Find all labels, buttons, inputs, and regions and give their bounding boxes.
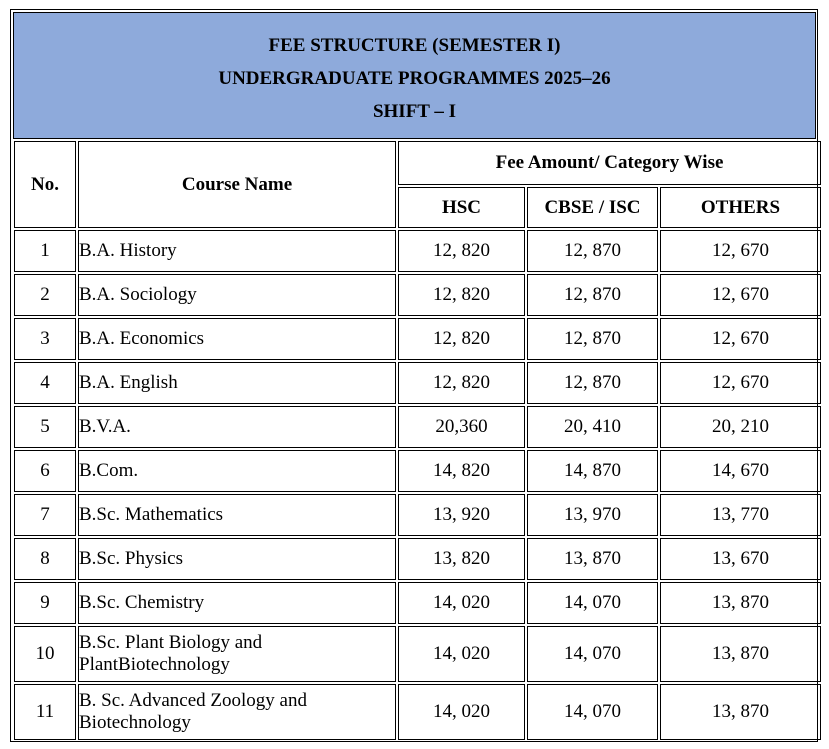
fee-hsc: 14, 020	[398, 582, 525, 624]
row-number: 10	[14, 626, 76, 682]
fee-others: 13, 870	[660, 684, 821, 740]
row-number: 6	[14, 450, 76, 492]
fee-cbse: 13, 970	[527, 494, 658, 536]
fee-others: 13, 770	[660, 494, 821, 536]
row-number: 2	[14, 274, 76, 316]
course-name: B.A. Sociology	[78, 274, 396, 316]
course-name: B.Sc. Physics	[78, 538, 396, 580]
course-name-line-1: B.Sc. Plant Biology and	[79, 632, 263, 653]
table-row	[14, 582, 821, 624]
fee-hsc: 12, 820	[398, 318, 525, 360]
table-row	[14, 318, 821, 360]
fee-cbse: 12, 870	[527, 362, 658, 404]
fee-others: 12, 670	[660, 318, 821, 360]
fee-hsc: 20,360	[398, 406, 525, 448]
table-row	[14, 538, 821, 580]
course-name: B.V.A.	[78, 406, 396, 448]
fee-hsc: 14, 020	[398, 626, 525, 682]
header-no: No.	[14, 141, 76, 228]
fee-others: 14, 670	[660, 450, 821, 492]
fee-cbse: 14, 070	[527, 684, 658, 740]
table-row	[14, 230, 821, 272]
header-cbse-isc: CBSE / ISC	[527, 187, 658, 228]
fee-cbse: 12, 870	[527, 230, 658, 272]
course-name: B.Sc. Mathematics	[78, 494, 396, 536]
row-number: 11	[14, 684, 76, 740]
course-name: B.A. History	[78, 230, 396, 272]
table-row	[14, 362, 821, 404]
table-row	[14, 406, 821, 448]
course-name	[78, 684, 396, 740]
title-line-1: FEE STRUCTURE (SEMESTER I)	[268, 35, 561, 56]
header-others: OTHERS	[660, 187, 821, 228]
fee-hsc: 14, 820	[398, 450, 525, 492]
fee-cbse: 13, 870	[527, 538, 658, 580]
title-line-3: SHIFT – I	[372, 101, 457, 122]
course-name	[78, 626, 396, 682]
row-number: 3	[14, 318, 76, 360]
course-name-line-1: B. Sc. Advanced Zoology and	[79, 690, 307, 711]
row-number: 5	[14, 406, 76, 448]
table-row	[14, 274, 821, 316]
course-name: B.A. Economics	[78, 318, 396, 360]
fee-others: 13, 870	[660, 582, 821, 624]
header-hsc: HSC	[398, 187, 525, 228]
fee-hsc: 12, 820	[398, 362, 525, 404]
row-number: 9	[14, 582, 76, 624]
course-name: B.Com.	[78, 450, 396, 492]
course-name-line-2: PlantBiotechnology	[79, 654, 230, 675]
fee-hsc: 12, 820	[398, 274, 525, 316]
course-name: B.A. English	[78, 362, 396, 404]
fee-others: 20, 210	[660, 406, 821, 448]
fee-cbse: 12, 870	[527, 318, 658, 360]
fee-others: 12, 670	[660, 274, 821, 316]
course-name: B.Sc. Chemistry	[78, 582, 396, 624]
fee-hsc: 13, 920	[398, 494, 525, 536]
fee-hsc: 13, 820	[398, 538, 525, 580]
fee-others: 12, 670	[660, 230, 821, 272]
table-row	[14, 684, 821, 740]
table-row	[14, 626, 821, 682]
fee-others: 12, 670	[660, 362, 821, 404]
fee-table	[12, 139, 823, 742]
row-number: 1	[14, 230, 76, 272]
course-name-line-2: Biotechnology	[79, 712, 191, 733]
fee-cbse: 14, 070	[527, 626, 658, 682]
fee-cbse: 20, 410	[527, 406, 658, 448]
row-number: 7	[14, 494, 76, 536]
title-banner	[13, 12, 816, 139]
header-course-name: Course Name	[78, 141, 396, 228]
header-fee-category: Fee Amount/ Category Wise	[398, 141, 821, 185]
fee-cbse: 14, 070	[527, 582, 658, 624]
title-line-2: UNDERGRADUATE PROGRAMMES 2025–26	[218, 68, 611, 89]
fee-cbse: 12, 870	[527, 274, 658, 316]
fee-others: 13, 670	[660, 538, 821, 580]
fee-hsc: 14, 020	[398, 684, 525, 740]
fee-cbse: 14, 870	[527, 450, 658, 492]
row-number: 4	[14, 362, 76, 404]
row-number: 8	[14, 538, 76, 580]
fee-hsc: 12, 820	[398, 230, 525, 272]
table-row	[14, 450, 821, 492]
table-row	[14, 494, 821, 536]
fee-others: 13, 870	[660, 626, 821, 682]
